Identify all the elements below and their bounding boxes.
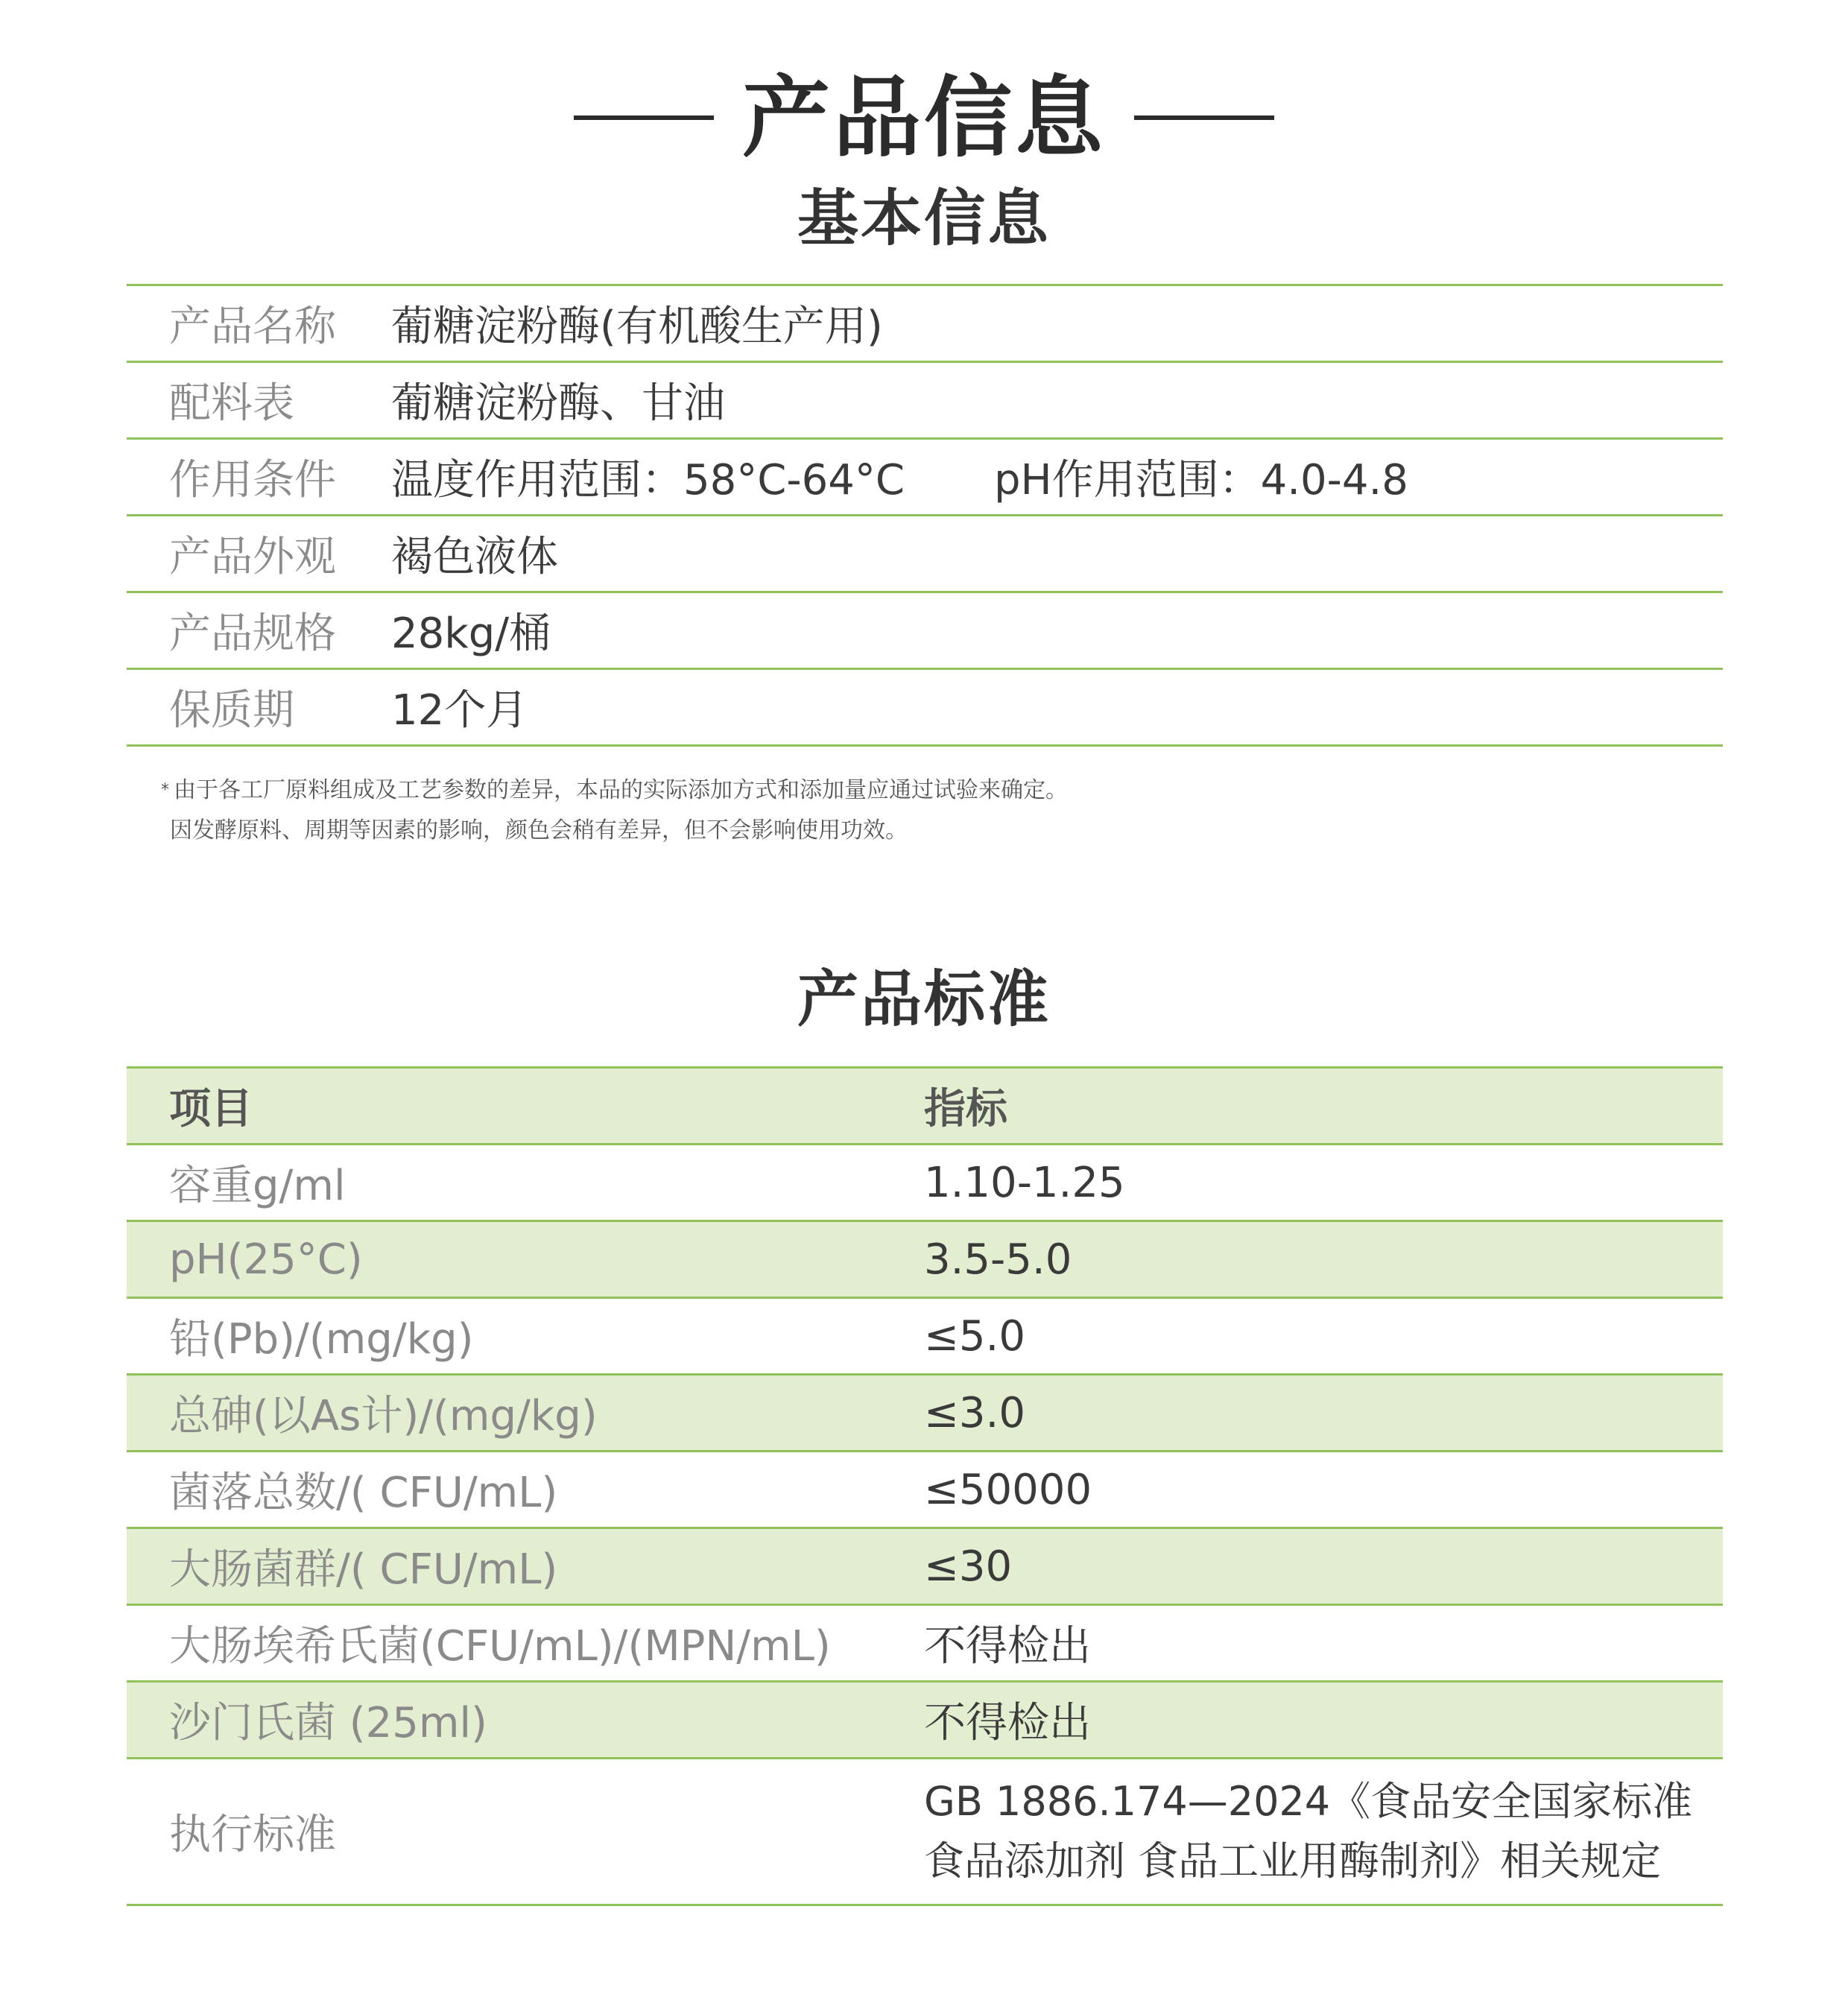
basic-row-name (127, 286, 1723, 363)
basic-value: 褐色液体 (391, 533, 558, 581)
row-spec: ≤30 (924, 1542, 1013, 1591)
footnote-star: * (161, 781, 169, 800)
standard-table (127, 1066, 1723, 1906)
basic-value-ph: pH作用范围：4.0-4.8 (993, 456, 1408, 504)
basic-value-temperature: 温度作用范围：58°C-64°C (391, 456, 905, 504)
basic-value: 12个月 (391, 686, 528, 735)
basic-label: 产品规格 (169, 610, 336, 658)
basic-info-table (127, 284, 1723, 747)
row-item: 执行标准 (169, 1811, 336, 1859)
footnotes (161, 770, 1068, 851)
basic-info-title: 基本信息 (797, 183, 1051, 254)
table-row (127, 1683, 1723, 1759)
table-row (127, 1529, 1723, 1606)
page-title (0, 66, 1848, 170)
footnote-line (161, 770, 1068, 811)
basic-label: 配料表 (169, 379, 294, 428)
footnote-line: 因发酵原料、周期等因素的影响，颜色会稍有差异，但不会影响使用功效。 (170, 817, 908, 844)
basic-label: 作用条件 (169, 456, 336, 504)
row-spec: ≤5.0 (924, 1311, 1025, 1361)
row-spec: 1.10-1.25 (924, 1158, 1125, 1207)
row-item: 大肠菌群/( CFU/mL) (169, 1545, 558, 1594)
row-spec: 3.5-5.0 (924, 1235, 1072, 1284)
table-row (127, 1299, 1723, 1376)
table-row (127, 1376, 1723, 1452)
basic-row-spec (127, 593, 1723, 670)
row-spec-exec (924, 1772, 1692, 1891)
table-row (127, 1145, 1723, 1222)
row-item: pH(25°C) (169, 1235, 363, 1284)
row-spec: ≤3.0 (924, 1388, 1025, 1437)
row-item: 大肠埃希氏菌(CFU/mL)/(MPN/mL) (169, 1622, 831, 1671)
title-right-line (1134, 115, 1274, 120)
column-header-item: 项目 (169, 1085, 253, 1133)
row-spec: 不得检出 (924, 1622, 1091, 1671)
table-header-row (127, 1069, 1723, 1145)
page-title-text: 产品信息 (741, 66, 1106, 169)
table-row (127, 1606, 1723, 1683)
row-item: 总砷(以As计)/(mg/kg) (169, 1392, 598, 1440)
basic-label: 产品名称 (169, 303, 336, 351)
standard-title: 产品标准 (797, 964, 1051, 1035)
basic-row-appearance (127, 516, 1723, 593)
column-header-spec: 指标 (924, 1085, 1007, 1133)
exec-spec-line: GB 1886.174—2024《食品安全国家标准 (924, 1778, 1693, 1825)
exec-spec-line: 食品添加剂 食品工业用酶制剂》相关规定 (924, 1838, 1662, 1884)
row-item: 沙门氏菌 (25ml) (169, 1699, 487, 1747)
title-left-line (574, 115, 714, 120)
row-item: 菌落总数/( CFU/mL) (169, 1469, 558, 1517)
row-item: 容重g/ml (169, 1162, 346, 1210)
basic-row-ingredients (127, 363, 1723, 440)
basic-label: 产品外观 (169, 533, 336, 581)
row-spec: 不得检出 (924, 1699, 1091, 1747)
basic-label: 保质期 (169, 686, 294, 735)
footnote-text: 由于各工厂原料组成及工艺参数的差异，本品的实际添加方式和添加量应通过试验来确定。 (174, 777, 1068, 803)
table-row-exec-standard (127, 1759, 1723, 1906)
row-item: 铅(Pb)/(mg/kg) (169, 1315, 474, 1364)
table-row (127, 1222, 1723, 1299)
table-row (127, 1452, 1723, 1529)
basic-value: 葡糖淀粉酶(有机酸生产用) (391, 303, 883, 351)
basic-value: 葡糖淀粉酶、甘油 (391, 379, 725, 428)
basic-row-conditions (127, 440, 1723, 516)
row-spec: ≤50000 (924, 1465, 1092, 1514)
basic-value: 28kg/桶 (391, 610, 551, 658)
basic-row-shelf-life (127, 670, 1723, 747)
